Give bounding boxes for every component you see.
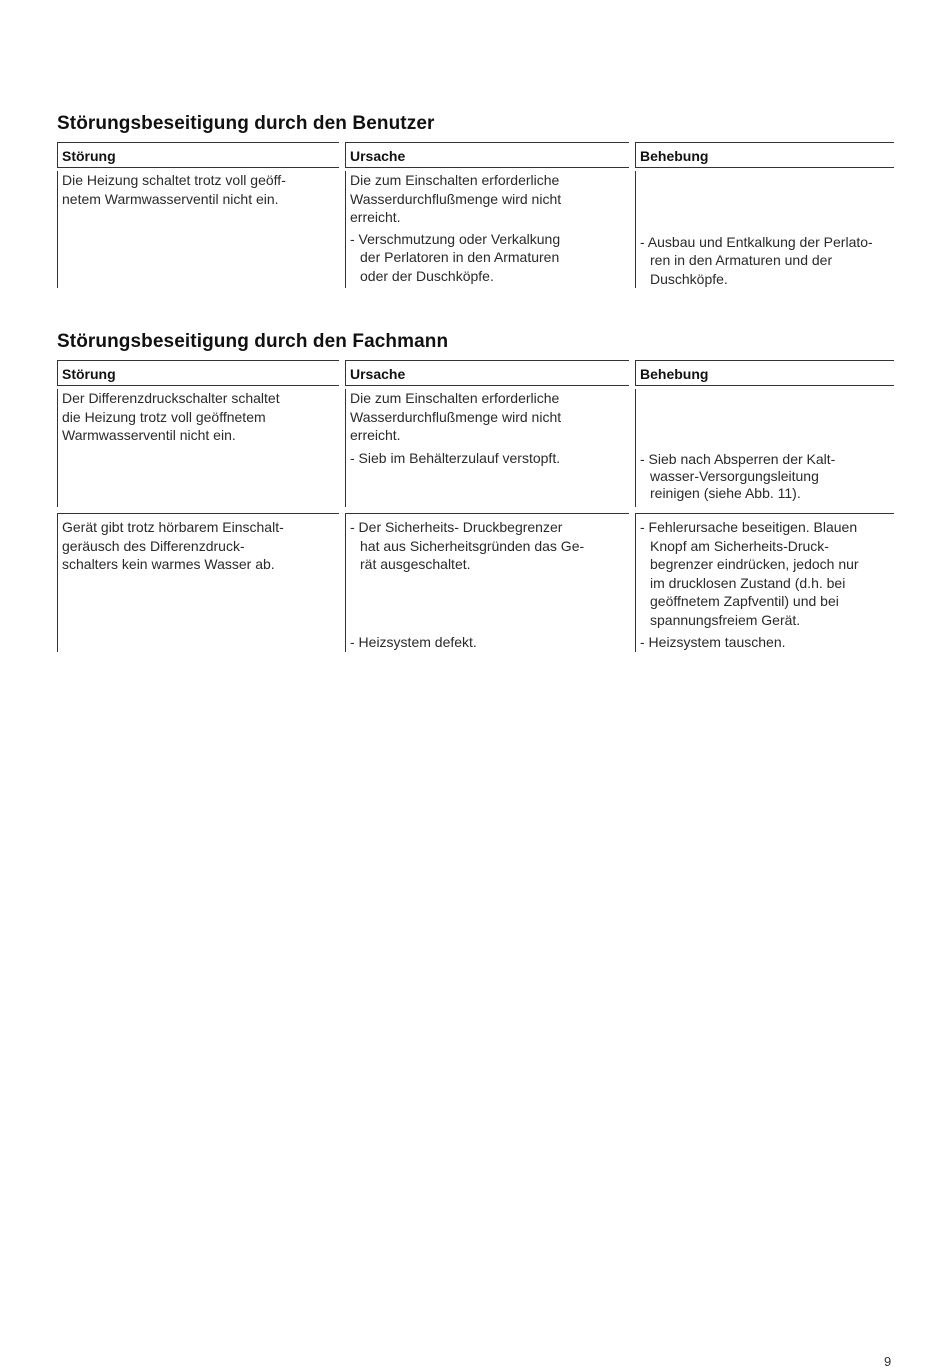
table-header (57, 360, 894, 386)
ursache-item: - Verschmutzung oder Verkalkung der Perlatoren in den Armaturen oder der Duschköpfe. (350, 230, 561, 284)
cell-stoerung (57, 513, 339, 652)
section-title: Störungsbeseitigung durch den Benutzer (57, 113, 435, 134)
header-stoerung: Störung (57, 360, 339, 386)
cell-behebung (635, 171, 894, 288)
ursache-item: - Sieb im Behälterzulauf verstopft. (350, 449, 561, 466)
cell-ursache (345, 389, 629, 507)
ursache-item: - Heizsystem defekt. (350, 633, 477, 650)
stoerung-text: Die Heizung schaltet trotz voll geöff- netem Warmwasserventil nicht ein. (62, 172, 286, 207)
page-number: 9 (884, 1354, 892, 1369)
table-row (57, 513, 894, 652)
spacer (640, 389, 894, 448)
header-stoerung: Störung (57, 142, 339, 168)
cell-behebung (635, 389, 894, 507)
cell-ursache (345, 513, 629, 652)
header-behebung: Behebung (635, 360, 894, 386)
stoerung-text: Der Differenzdruckschalter schaltet die Heizung trotz voll geöffnetem Warmwasserventil nicht ein. (62, 390, 280, 443)
section-title: Störungsbeseitigung durch den Fachmann (57, 331, 449, 352)
table-row (57, 389, 894, 507)
ursache-intro: Die zum Einschalten erforderliche Wasserdurchflußmenge wird nicht erreicht. (350, 390, 562, 443)
section-benutzer (57, 112, 894, 288)
behebung-item: - Sieb nach Absperren der Kalt- wasser-Versorgungsleitung reinigen (siehe Abb. 11). (640, 451, 836, 501)
section-fachmann (57, 330, 894, 652)
cell-stoerung (57, 389, 339, 507)
behebung-item: - Ausbau und Entkalkung der Perlato- ren in den Armaturen und der Duschköpfe. (640, 233, 873, 287)
cell-behebung (635, 513, 894, 652)
ursache-item: - Der Sicherheits- Druckbegrenzer hat aus Sicherheitsgründen das Ge- rät ausgeschaltet. (350, 519, 585, 572)
behebung-item: - Heizsystem tauschen. (640, 634, 786, 650)
header-ursache: Ursache (345, 142, 629, 168)
ursache-intro: Die zum Einschalten erforderliche Wasserdurchflußmenge wird nicht erreicht. (350, 172, 562, 225)
cell-ursache (345, 171, 629, 288)
cell-stoerung (57, 171, 339, 288)
behebung-item: - Fehlerursache beseitigen. Blauen Knopf am Sicherheits-Druck- begrenzer eindrücken, jedoch nur im drucklosen Zustand (d.h. bei geöffnetem Zapfventil) und bei spannungsfreiem Gerät. (640, 519, 859, 628)
stoerung-text: Gerät gibt trotz hörbarem Einschalt- geräusch des Differenzdruck- schalters kein warmes Wasser ab. (62, 519, 284, 572)
table-header (57, 142, 894, 168)
table-row (57, 171, 894, 288)
spacer (640, 171, 894, 230)
header-ursache: Ursache (345, 360, 629, 386)
header-behebung: Behebung (635, 142, 894, 168)
